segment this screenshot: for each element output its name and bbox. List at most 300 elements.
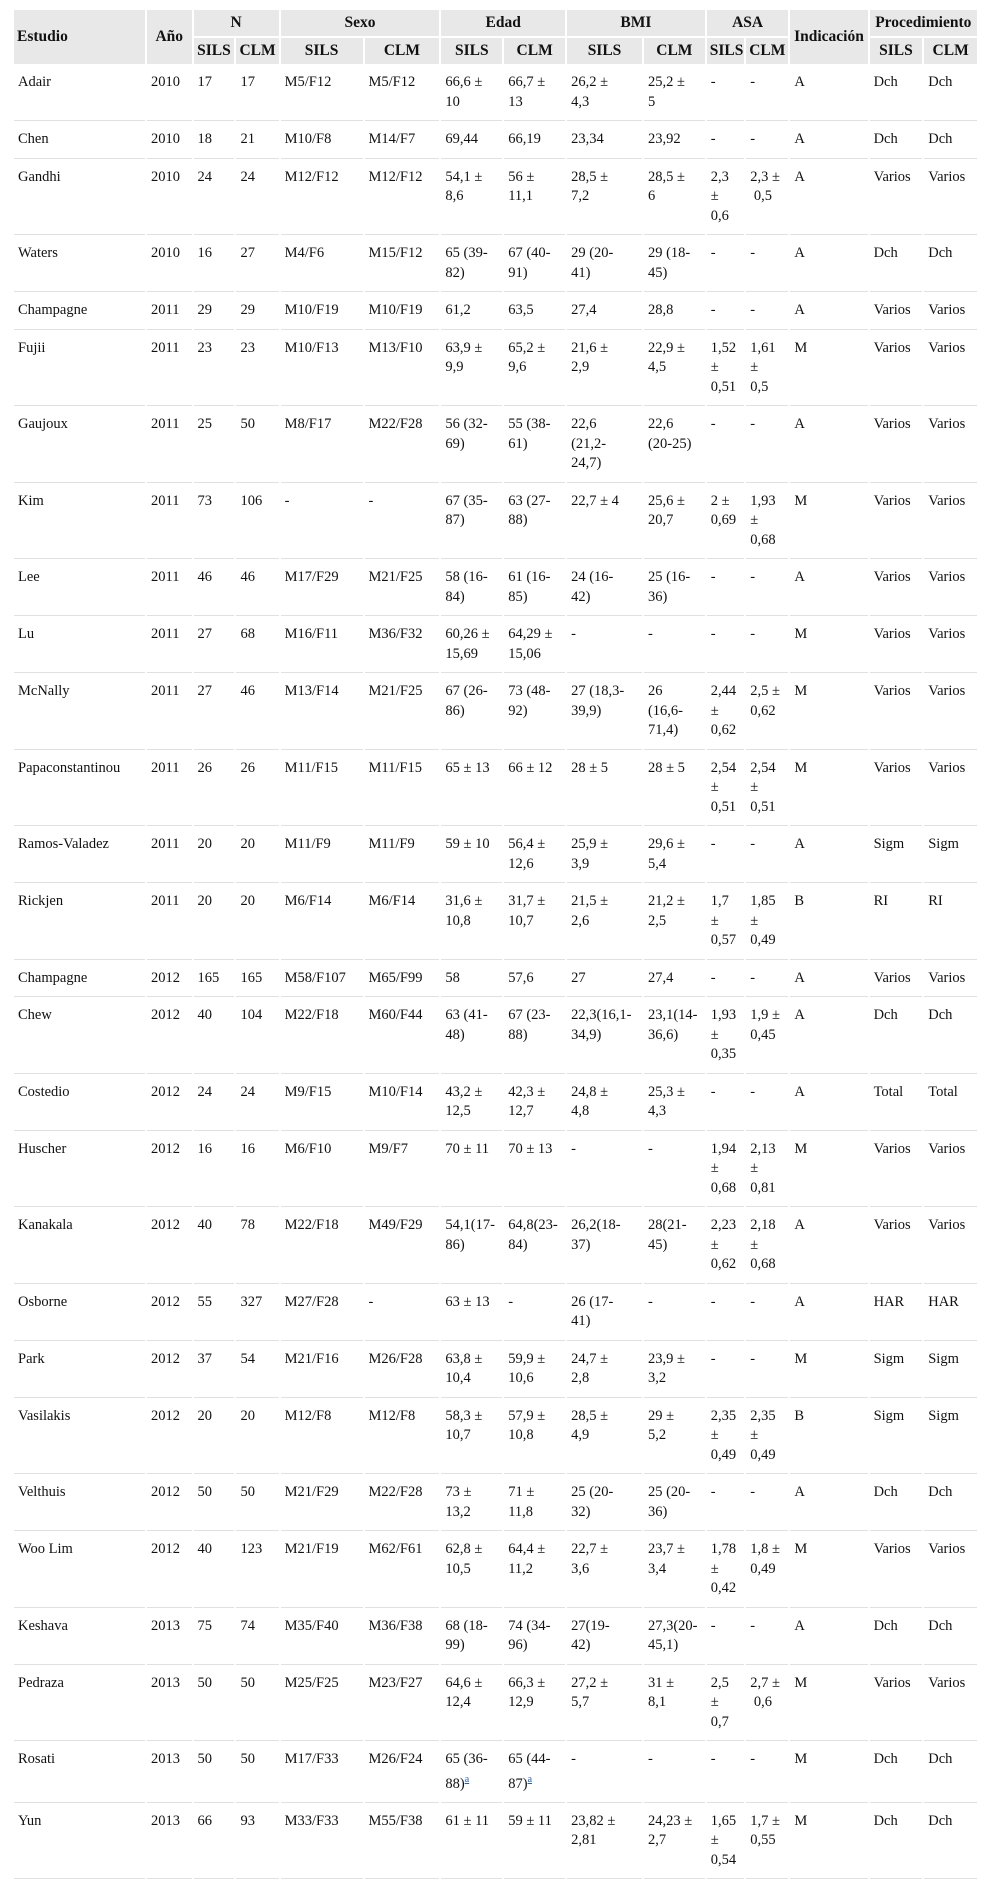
cell-text: - bbox=[750, 302, 756, 318]
cell-sexo-clm bbox=[365, 1743, 440, 1803]
cell-text: M bbox=[794, 1541, 808, 1557]
cell-text: 2,3 ± 0,6 bbox=[710, 168, 729, 224]
cell-text: M5/F12 bbox=[368, 74, 416, 90]
cell-asa-clm bbox=[746, 485, 788, 560]
cell-text: 23,7 ± 3,4 bbox=[647, 1541, 685, 1577]
cell-text: M12/F12 bbox=[368, 168, 423, 185]
cell-text: - bbox=[750, 74, 756, 90]
cell-text: 2,13 ± 0,81 bbox=[750, 1140, 776, 1196]
cell-text: 1,8 ± 0,49 bbox=[750, 1541, 780, 1577]
cell-text: 54 bbox=[240, 1350, 255, 1367]
cell-asa-sils bbox=[707, 675, 744, 750]
cell-text: 65 (44- 87) bbox=[508, 1751, 551, 1792]
cell-sexo-sils bbox=[281, 885, 363, 960]
cell-text: 54,1(17- 86) bbox=[445, 1217, 495, 1253]
cell-asa-clm bbox=[746, 408, 788, 483]
col-header-bmi: BMI bbox=[567, 10, 705, 36]
cell-n-clm bbox=[236, 66, 278, 121]
cell-edad-clm bbox=[504, 1743, 565, 1803]
cell-text: 42,3 ± 12,7 bbox=[508, 1083, 546, 1119]
cell-bmi-clm bbox=[644, 408, 705, 483]
cell-text: Yun bbox=[18, 1812, 42, 1829]
cell-text: RI bbox=[928, 893, 943, 909]
cell-text: 16 bbox=[197, 245, 212, 261]
col-header-n: N bbox=[194, 10, 279, 36]
cell-text: M55/F38 bbox=[368, 1812, 423, 1829]
cell-n-clm bbox=[236, 1076, 278, 1131]
cell-proc-clm bbox=[924, 1400, 977, 1475]
cell-bmi-sils bbox=[567, 237, 642, 292]
cell-text: 27 bbox=[197, 626, 212, 642]
cell-edad-clm bbox=[504, 675, 565, 750]
cell-text: 2012 bbox=[151, 1484, 181, 1500]
cell-n-clm bbox=[236, 675, 278, 750]
cell-text: 2010 bbox=[151, 131, 181, 147]
cell-proc-sils bbox=[870, 1743, 923, 1803]
cell-text: Sigm bbox=[873, 836, 905, 852]
cell-estudio bbox=[14, 332, 145, 407]
cell-text: 25 (20- 32) bbox=[571, 1484, 614, 1520]
cell-proc-sils bbox=[870, 332, 923, 407]
cell-text: 18 bbox=[197, 131, 212, 147]
cell-text: 58,3 ± 10,7 bbox=[445, 1407, 483, 1443]
cell-n-sils bbox=[194, 1743, 235, 1803]
cell-text: Varios bbox=[928, 492, 966, 509]
cell-sexo-clm bbox=[365, 561, 440, 616]
cell-text: Dch bbox=[928, 1812, 953, 1829]
cell-text: 64,29 ± 15,06 bbox=[508, 626, 553, 662]
cell-text: 23,34 bbox=[571, 131, 604, 147]
cell-bmi-clm bbox=[644, 618, 705, 673]
cell-text: - bbox=[571, 1140, 576, 1157]
cell-proc-clm bbox=[924, 332, 977, 407]
cell-proc-clm bbox=[924, 1805, 977, 1880]
cell-edad-sils bbox=[441, 1610, 502, 1665]
cell-text: M36/F38 bbox=[368, 1617, 423, 1634]
cell-asa-clm bbox=[746, 1610, 788, 1665]
cell-text: 2012 bbox=[151, 1007, 181, 1023]
cell-estudio bbox=[14, 1076, 145, 1131]
cell-text: M12/F12 bbox=[284, 168, 339, 185]
cell-text: 50 bbox=[240, 1484, 255, 1500]
cell-text: M36/F32 bbox=[368, 626, 423, 642]
cell-bmi-sils bbox=[567, 1805, 642, 1880]
cell-text: 24 bbox=[197, 1083, 212, 1100]
cell-text: Papaconstantinou bbox=[18, 759, 121, 776]
cell-indicacion bbox=[790, 1610, 867, 1665]
cell-edad-clm bbox=[504, 618, 565, 673]
cell-text: 73 ± 13,2 bbox=[445, 1484, 472, 1520]
cell-text: Varios bbox=[873, 683, 911, 699]
cell-anio bbox=[147, 1533, 191, 1608]
cell-text: M33/F33 bbox=[284, 1812, 339, 1829]
cell-proc-sils bbox=[870, 1076, 923, 1131]
cell-n-clm bbox=[236, 561, 278, 616]
cell-text: 28 ± 5 bbox=[571, 759, 609, 776]
cell-edad-clm bbox=[504, 161, 565, 236]
cell-text: M13/F10 bbox=[368, 339, 423, 356]
subheader-edad-sils: SILS bbox=[441, 38, 502, 64]
cell-estudio bbox=[14, 885, 145, 960]
cell-text: 24 bbox=[240, 168, 255, 185]
cell-text: Lee bbox=[18, 569, 40, 585]
cell-text: M bbox=[794, 339, 808, 356]
cell-proc-clm bbox=[924, 885, 977, 960]
cell-edad-clm bbox=[504, 332, 565, 407]
cell-text: - bbox=[750, 626, 756, 642]
cell-text: 21 bbox=[240, 131, 255, 147]
cell-proc-clm bbox=[924, 123, 977, 159]
table-row bbox=[14, 237, 977, 292]
cell-estudio bbox=[14, 1133, 145, 1208]
cell-text: M bbox=[794, 1140, 808, 1157]
cell-text: M21/F25 bbox=[368, 683, 423, 699]
cell-sexo-clm bbox=[365, 1400, 440, 1475]
cell-text: 2012 bbox=[151, 1407, 181, 1424]
cell-edad-clm bbox=[504, 1667, 565, 1742]
footnote-ref-link[interactable]: a bbox=[464, 1773, 470, 1785]
cell-text: - bbox=[710, 1484, 716, 1500]
cell-edad-clm bbox=[504, 1209, 565, 1284]
cell-indicacion bbox=[790, 962, 867, 998]
cell-edad-sils bbox=[441, 561, 502, 616]
cell-text: 21,2 ± 2,5 bbox=[647, 893, 685, 929]
cell-text: Gaujoux bbox=[18, 416, 68, 432]
cell-text: 20 bbox=[240, 1407, 255, 1424]
cell-edad-clm bbox=[504, 1533, 565, 1608]
cell-proc-sils bbox=[870, 1610, 923, 1665]
cell-sexo-sils bbox=[281, 1610, 363, 1665]
cell-asa-sils bbox=[707, 161, 744, 236]
cell-n-clm bbox=[236, 1133, 278, 1208]
cell-sexo-sils bbox=[281, 294, 363, 330]
cell-text: M35/F40 bbox=[284, 1617, 339, 1634]
cell-text: 21,6 ± 2,9 bbox=[571, 339, 609, 375]
cell-indicacion bbox=[790, 1743, 867, 1803]
cell-text: 24 bbox=[240, 1083, 255, 1100]
cell-bmi-clm bbox=[644, 1805, 705, 1880]
cell-anio bbox=[147, 675, 191, 750]
cell-n-clm bbox=[236, 1400, 278, 1475]
cell-text: 2012 bbox=[151, 1083, 181, 1100]
cell-edad-sils bbox=[441, 1133, 502, 1208]
cell-bmi-clm bbox=[644, 332, 705, 407]
cell-proc-clm bbox=[924, 294, 977, 330]
cell-bmi-sils bbox=[567, 885, 642, 960]
cell-edad-clm bbox=[504, 237, 565, 292]
cell-text: M bbox=[794, 1350, 808, 1367]
cell-text: 27 bbox=[571, 969, 586, 986]
col-header-procedimiento: Procedimiento bbox=[870, 10, 977, 36]
cell-text: Dch bbox=[873, 1812, 898, 1829]
cell-text: - bbox=[750, 1293, 756, 1310]
cell-sexo-clm bbox=[365, 123, 440, 159]
cell-text: 27 bbox=[197, 683, 212, 699]
cell-sexo-clm bbox=[365, 1667, 440, 1742]
cell-text: M6/F10 bbox=[284, 1140, 332, 1157]
cell-text: Dch bbox=[928, 1484, 953, 1500]
cell-anio bbox=[147, 962, 191, 998]
cell-text: B bbox=[794, 1407, 805, 1424]
cell-text: 27 bbox=[240, 245, 255, 261]
cell-asa-clm bbox=[746, 828, 788, 883]
cell-text: 24,7 ± 2,8 bbox=[571, 1350, 609, 1386]
cell-text: - bbox=[750, 416, 756, 432]
cell-bmi-sils bbox=[567, 1286, 642, 1341]
cell-n-sils bbox=[194, 1400, 235, 1475]
table-row bbox=[14, 1610, 977, 1665]
cell-indicacion bbox=[790, 675, 867, 750]
cell-text: 1,85 ± 0,49 bbox=[750, 893, 776, 948]
cell-anio bbox=[147, 828, 191, 883]
cell-edad-sils bbox=[441, 1209, 502, 1284]
cell-text: 59 ± 11 bbox=[508, 1812, 552, 1829]
cell-text: 59,9 ± 10,6 bbox=[508, 1350, 546, 1386]
cell-text: 25 (20- 36) bbox=[647, 1484, 691, 1520]
cell-text: 29,6 ± 5,4 bbox=[647, 836, 685, 872]
cell-asa-sils bbox=[707, 1610, 744, 1665]
subheader-sexo-sils: SILS bbox=[281, 38, 363, 64]
cell-estudio bbox=[14, 123, 145, 159]
cell-text: 2010 bbox=[151, 245, 181, 261]
cell-text: Sigm bbox=[928, 1407, 959, 1424]
cell-text: 2012 bbox=[151, 969, 181, 986]
cell-edad-sils bbox=[441, 962, 502, 998]
cell-text: 65 (36- 88) bbox=[445, 1751, 488, 1792]
cell-text: 28 ± 5 bbox=[647, 759, 685, 776]
cell-bmi-sils bbox=[567, 66, 642, 121]
cell-text: A bbox=[794, 302, 805, 318]
cell-edad-sils bbox=[441, 161, 502, 236]
cell-bmi-sils bbox=[567, 675, 642, 750]
cell-estudio bbox=[14, 1476, 145, 1531]
table-row bbox=[14, 1805, 977, 1880]
cell-proc-sils bbox=[870, 1667, 923, 1742]
cell-text: M17/F29 bbox=[284, 569, 339, 585]
cell-text: Varios bbox=[873, 339, 911, 356]
cell-sexo-clm bbox=[365, 828, 440, 883]
cell-estudio bbox=[14, 828, 145, 883]
table-row bbox=[14, 332, 977, 407]
cell-bmi-sils bbox=[567, 332, 642, 407]
cell-proc-sils bbox=[870, 675, 923, 750]
header-row-groups bbox=[14, 10, 977, 36]
cell-sexo-sils bbox=[281, 237, 363, 292]
cell-text: 25,9 ± 3,9 bbox=[571, 836, 609, 872]
cell-text: Kim bbox=[18, 492, 44, 509]
cell-indicacion bbox=[790, 1400, 867, 1475]
cell-sexo-clm bbox=[365, 408, 440, 483]
cell-text: M22/F28 bbox=[368, 1484, 423, 1500]
cell-text: Kanakala bbox=[18, 1217, 73, 1233]
cell-bmi-clm bbox=[644, 1743, 705, 1803]
cell-n-clm bbox=[236, 161, 278, 236]
cell-text: HAR bbox=[928, 1293, 959, 1310]
cell-text: 66,3 ± 12,9 bbox=[508, 1674, 546, 1710]
cell-indicacion bbox=[790, 161, 867, 236]
cell-n-sils bbox=[194, 1343, 235, 1398]
cell-text: 64,8(23- 84) bbox=[508, 1217, 558, 1253]
table-row bbox=[14, 1743, 977, 1803]
cell-sexo-clm bbox=[365, 161, 440, 236]
cell-text: Dch bbox=[928, 131, 953, 147]
cell-bmi-clm bbox=[644, 1533, 705, 1608]
subheader-proc-clm: CLM bbox=[924, 38, 977, 64]
cell-n-sils bbox=[194, 123, 235, 159]
cell-n-sils bbox=[194, 1286, 235, 1341]
cell-text: Vasilakis bbox=[18, 1407, 71, 1424]
cell-indicacion bbox=[790, 1805, 867, 1880]
cell-text: Varios bbox=[873, 969, 911, 986]
cell-sexo-sils bbox=[281, 408, 363, 483]
cell-n-clm bbox=[236, 1209, 278, 1284]
cell-text: M11/F15 bbox=[284, 759, 339, 776]
cell-edad-sils bbox=[441, 675, 502, 750]
cell-text: 2012 bbox=[151, 1350, 181, 1367]
cell-bmi-sils bbox=[567, 1667, 642, 1742]
cell-sexo-sils bbox=[281, 123, 363, 159]
cell-sexo-sils bbox=[281, 1133, 363, 1208]
cell-edad-sils bbox=[441, 828, 502, 883]
cell-edad-sils bbox=[441, 1533, 502, 1608]
cell-sexo-sils bbox=[281, 1667, 363, 1742]
cell-indicacion bbox=[790, 1343, 867, 1398]
cell-text: M10/F19 bbox=[284, 302, 339, 318]
cell-sexo-sils bbox=[281, 828, 363, 883]
cell-text: 27(19- 42) bbox=[571, 1617, 610, 1653]
cell-text: 29 (18- 45) bbox=[647, 245, 691, 281]
cell-edad-sils bbox=[441, 752, 502, 827]
cell-edad-sils bbox=[441, 1667, 502, 1742]
cell-text: B bbox=[794, 893, 805, 909]
cell-text: M12/F8 bbox=[284, 1407, 332, 1424]
cell-anio bbox=[147, 999, 191, 1074]
cell-edad-clm bbox=[504, 294, 565, 330]
cell-text: Varios bbox=[928, 1140, 966, 1157]
cell-proc-sils bbox=[870, 1343, 923, 1398]
cell-text: Varios bbox=[928, 1541, 966, 1557]
cell-text: 24,8 ± 4,8 bbox=[571, 1083, 609, 1119]
studies-table bbox=[12, 8, 979, 1881]
cell-proc-clm bbox=[924, 618, 977, 673]
cell-text: - bbox=[710, 245, 716, 261]
cell-text: 29 (20- 41) bbox=[571, 245, 614, 281]
cell-text: 50 bbox=[240, 1674, 255, 1691]
cell-text: Varios bbox=[873, 302, 911, 318]
cell-text: 74 bbox=[240, 1617, 255, 1634]
cell-asa-clm bbox=[746, 66, 788, 121]
cell-proc-clm bbox=[924, 485, 977, 560]
cell-text: - bbox=[284, 492, 290, 509]
cell-asa-clm bbox=[746, 561, 788, 616]
cell-text: 1,78 ± 0,42 bbox=[710, 1541, 737, 1596]
cell-n-sils bbox=[194, 1133, 235, 1208]
cell-text: M bbox=[794, 759, 808, 776]
cell-asa-clm bbox=[746, 1743, 788, 1803]
cell-asa-clm bbox=[746, 1133, 788, 1208]
cell-text: - bbox=[710, 569, 716, 585]
cell-text: M12/F8 bbox=[368, 1407, 416, 1424]
cell-asa-sils bbox=[707, 485, 744, 560]
cell-text: M60/F44 bbox=[368, 1007, 423, 1023]
cell-text: 67 (23- 88) bbox=[508, 1007, 551, 1043]
cell-text: M14/F7 bbox=[368, 131, 416, 147]
cell-text: M bbox=[794, 1674, 808, 1691]
cell-indicacion bbox=[790, 828, 867, 883]
cell-text: 20 bbox=[197, 893, 212, 909]
cell-anio bbox=[147, 885, 191, 960]
cell-text: 93 bbox=[240, 1812, 255, 1829]
cell-text: 1,61 ± 0,5 bbox=[750, 339, 776, 395]
cell-text: 123 bbox=[240, 1541, 263, 1557]
cell-indicacion bbox=[790, 1209, 867, 1284]
cell-edad-sils bbox=[441, 1343, 502, 1398]
cell-edad-clm bbox=[504, 752, 565, 827]
cell-asa-sils bbox=[707, 294, 744, 330]
cell-sexo-sils bbox=[281, 332, 363, 407]
cell-text: Dch bbox=[928, 1617, 953, 1634]
cell-edad-sils bbox=[441, 1476, 502, 1531]
cell-n-sils bbox=[194, 752, 235, 827]
cell-text: - bbox=[710, 836, 716, 852]
cell-edad-sils bbox=[441, 1400, 502, 1475]
cell-text: Chen bbox=[18, 131, 49, 147]
table-row bbox=[14, 1667, 977, 1742]
cell-indicacion bbox=[790, 1286, 867, 1341]
cell-text: - bbox=[750, 836, 756, 852]
cell-text: - bbox=[710, 1083, 716, 1100]
cell-n-clm bbox=[236, 1805, 278, 1880]
cell-bmi-sils bbox=[567, 1209, 642, 1284]
table-row bbox=[14, 1286, 977, 1341]
cell-text: Huscher bbox=[18, 1140, 67, 1157]
cell-proc-clm bbox=[924, 1286, 977, 1341]
cell-text: 23,9 ± 3,2 bbox=[647, 1350, 685, 1386]
cell-text: 106 bbox=[240, 492, 263, 509]
cell-text: M26/F28 bbox=[368, 1350, 423, 1367]
cell-asa-clm bbox=[746, 332, 788, 407]
cell-asa-sils bbox=[707, 618, 744, 673]
cell-edad-clm bbox=[504, 1400, 565, 1475]
cell-text: - bbox=[750, 969, 756, 986]
cell-n-clm bbox=[236, 1533, 278, 1608]
cell-edad-clm bbox=[504, 885, 565, 960]
subheader-asa-clm: CLM bbox=[746, 38, 788, 64]
cell-edad-sils bbox=[441, 332, 502, 407]
cell-indicacion bbox=[790, 1076, 867, 1131]
cell-text: Varios bbox=[928, 339, 966, 356]
cell-text: 2011 bbox=[151, 302, 180, 318]
cell-text: 57,9 ± 10,8 bbox=[508, 1407, 546, 1443]
subheader-bmi-clm: CLM bbox=[644, 38, 705, 64]
footnote-ref-link[interactable]: a bbox=[527, 1773, 533, 1785]
cell-text: 17 bbox=[240, 74, 255, 90]
col-header-estudio: Estudio bbox=[14, 10, 145, 64]
cell-text: 2,35 ± 0,49 bbox=[750, 1407, 776, 1463]
cell-text: 2011 bbox=[151, 836, 180, 852]
cell-indicacion bbox=[790, 294, 867, 330]
cell-n-clm bbox=[236, 618, 278, 673]
cell-bmi-clm bbox=[644, 1076, 705, 1131]
cell-anio bbox=[147, 1667, 191, 1742]
cell-edad-clm bbox=[504, 1343, 565, 1398]
cell-edad-sils bbox=[441, 408, 502, 483]
cell-asa-clm bbox=[746, 999, 788, 1074]
cell-text: Osborne bbox=[18, 1293, 68, 1310]
cell-text: Varios bbox=[873, 759, 911, 776]
cell-text: A bbox=[794, 131, 805, 147]
cell-text: 16 bbox=[240, 1140, 255, 1157]
